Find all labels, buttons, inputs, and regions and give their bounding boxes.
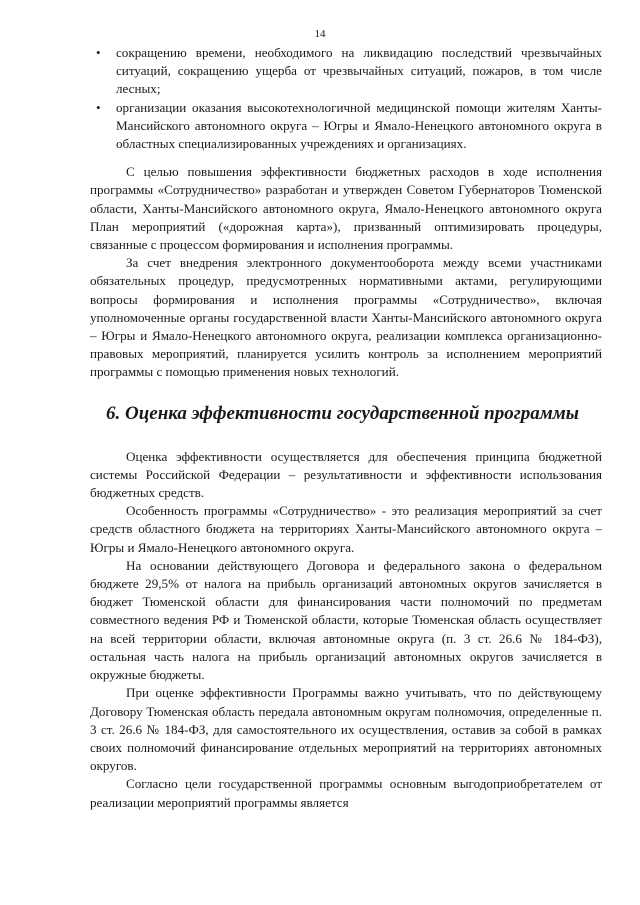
- list-item: [90, 44, 602, 99]
- list-item: [90, 99, 602, 154]
- paragraph-tax: На основании действующего Договора и федерального закона о федеральном бюджете 29,5% от налога на прибыль организаций автономных округов зачисляется в бюджет Тюменской области для финансирования части полномочий по предметам совместного ведения РФ и Тюменской области, которые Тюменская область осуществляет на всей территории области, включая автономные округа (п. 3 ст. 26.6 № 184-ФЗ), остальная часть налога на прибыль организаций автономных округов зачисляется в окружные бюджеты.: [90, 557, 602, 683]
- section-heading: 6. Оценка эффективности государственной программы: [106, 402, 579, 424]
- page-number: 14: [314, 28, 326, 40]
- paragraph-evaluation: При оценке эффективности Программы важно учитывать, что по действующему Договору Тюменская область передала автономным округам полномочия, определенные п. 3 ст. 26.6 № 184-ФЗ, для самостоятельного их осуществления, оставив за собой в рамках своих полномочий финансирование отдельных мероприятий на территориях автономных округов.: [90, 685, 602, 774]
- document-body: [90, 44, 602, 812]
- paragraph-feature: Особенность программы «Сотрудничество» - это реализация мероприятий за счет средств областного бюджета на территориях Ханты-Мансийского автономного округа – Югры и Ямало-Ненецкого автономного округа.: [90, 503, 602, 555]
- bullet-list: [90, 44, 602, 153]
- bullet-text: сокращению времени, необходимого на ликвидацию последствий чрезвычайных ситуаций, сокращению ущерба от чрезвычайных ситуаций, пожаров, в том числе лесных;: [116, 45, 602, 97]
- paragraph-efficiency: Оценка эффективности осуществляется для обеспечения принципа бюджетной системы Российской Федерации – результативности и эффективности использования бюджетных средств.: [90, 448, 602, 501]
- paragraph-beneficiary: Согласно цели государственной программы основным выгодоприобретателем от реализации мероприятий программы является: [90, 776, 602, 810]
- paragraph-roadmap: С целью повышения эффективности бюджетных расходов в ходе исполнения программы «Сотрудничество» разработан и утвержден Советом Губернаторов Тюменской области, Ханты-Мансийского автономного округа, Ямало-Ненецкого автономного округа План мероприятий («дорожная карта»), призванный оптимизировать процедуры, связанные с процессом формирования и исполнения программы.: [90, 164, 602, 253]
- bullet-icon: •: [96, 99, 101, 115]
- bullet-icon: •: [96, 45, 101, 60]
- bullet-text: организации оказания высокотехнологичной медицинской помощи жителям Ханты-Мансийского автономного округа – Югры и Ямало-Ненецкого автономного округа в областных специализированных учреждениях и организациях.: [116, 99, 602, 152]
- paragraph-edo: За счет внедрения электронного документооборота между всеми участниками обязательных процедур, предусмотренных нормативными актами, регулирующими вопросы формирования и исполнения программы «Сотрудничество», включая уполномоченные органы государственной власти Ханты-Мансийского автономного округа – Югры и Ямало-Ненецкого автономного округа, реализации комплекса организационно-правовых мероприятий, планируется усилить контроль за исполнением мероприятий программы с помощью применения новых технологий.: [90, 255, 602, 380]
